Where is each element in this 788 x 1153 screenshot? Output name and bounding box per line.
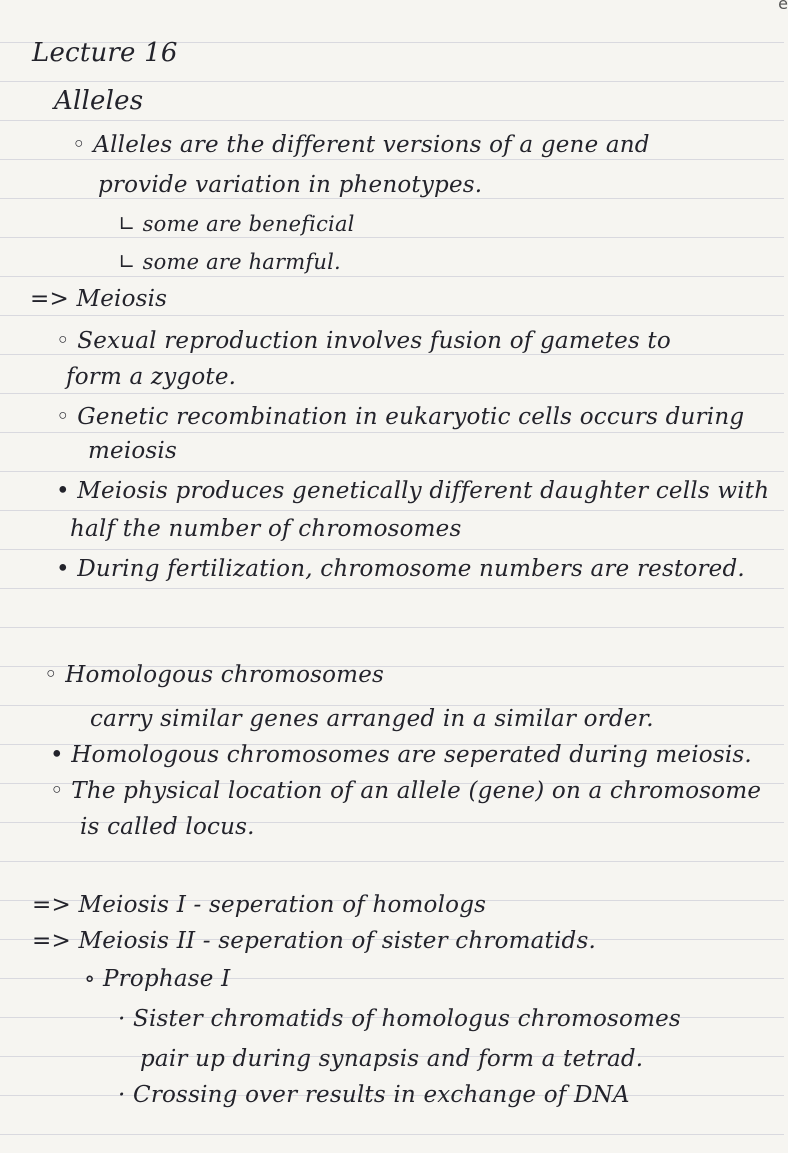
- note-line: ∟ some are beneficial: [118, 212, 355, 236]
- note-line: meiosis: [88, 438, 177, 464]
- note-line: carry similar genes arranged in a similar order.: [90, 706, 654, 732]
- note-line: form a zygote.: [66, 364, 237, 390]
- note-line: • Meiosis produces genetically different daughter cells with: [56, 478, 770, 504]
- note-line: · Crossing over results in exchange of DNA: [118, 1082, 630, 1108]
- note-line: half the number of chromosomes: [70, 516, 462, 542]
- subheading-prophase: ∘ Prophase I: [84, 966, 231, 992]
- note-line: provide variation in phenotypes.: [98, 172, 483, 198]
- note-line: • During fertilization, chromosome numbers are restored.: [56, 556, 745, 582]
- lecture-title: Lecture 16: [32, 38, 178, 68]
- heading-meiosis-2: => Meiosis II - seperation of sister chromatids.: [32, 928, 596, 954]
- note-line: ◦ Sexual reproduction involves fusion of gametes to: [56, 328, 671, 354]
- note-line: ◦ Alleles are the different versions of a gene and: [72, 132, 650, 158]
- heading-meiosis-1: => Meiosis I - seperation of homologs: [32, 892, 487, 918]
- note-line: · Sister chromatids of homologus chromosomes: [118, 1006, 681, 1032]
- note-line: ∟ some are harmful.: [118, 250, 341, 274]
- note-line: is called locus.: [80, 814, 255, 840]
- note-line: • Homologous chromosomes are seperated during meiosis.: [50, 742, 752, 768]
- heading-homologous: ◦ Homologous chromosomes: [44, 662, 385, 688]
- note-line: ◦ Genetic recombination in eukaryotic cells occurs during: [56, 404, 745, 430]
- corner-mark: e: [778, 0, 788, 13]
- heading-meiosis: => Meiosis: [30, 286, 168, 312]
- heading-alleles: Alleles: [54, 86, 144, 116]
- note-line: pair up during synapsis and form a tetrad.: [140, 1046, 644, 1072]
- note-line: ◦ The physical location of an allele (gene) on a chromosome: [50, 778, 762, 804]
